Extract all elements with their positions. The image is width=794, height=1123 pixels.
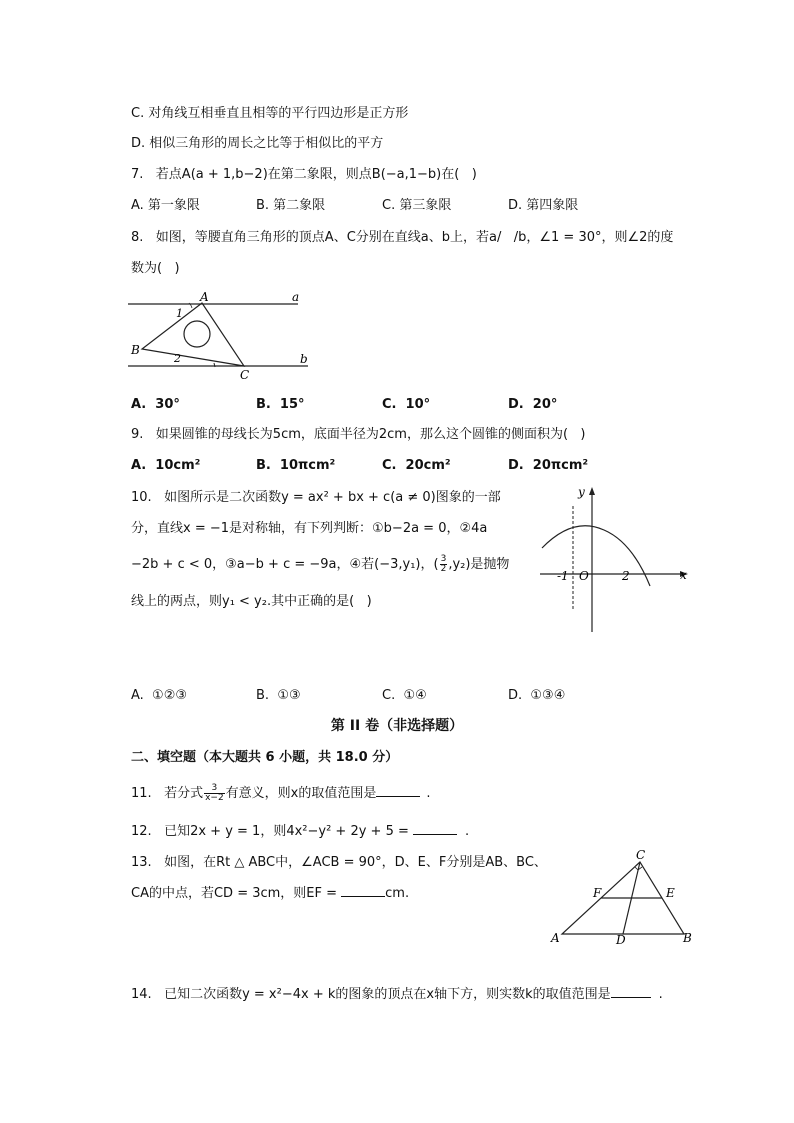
q11-frac-den: x−2 xyxy=(205,793,224,803)
q10-frac-num: 3 xyxy=(440,554,447,564)
q11-answer-blank[interactable] xyxy=(376,784,420,797)
q10-line3-text: −2b + c < 0，③a−b + c = −9a，④若(−3,y₁)，( xyxy=(131,557,439,572)
q8-option-b: B. 15° xyxy=(256,397,305,412)
q8-label-b: b xyxy=(300,352,308,366)
q11-post: 有意义，则x的取值范围是 xyxy=(225,786,377,801)
q11-frac-num: 3 xyxy=(204,784,225,794)
q13-label-C: C xyxy=(636,848,646,862)
q8-stem-line1: 8. 如图，等腰直角三角形的顶点A、C分别在直线a、b上，若a/ /b，∠1 = 30°，则∠2的度 xyxy=(131,230,674,245)
q9-option-c: C. 20cm² xyxy=(382,458,451,473)
q11-fraction xyxy=(204,784,225,803)
q14-pre: 14. 已知二次函数y = x²−4x + k的图象的顶点在x轴下方，则实数k的取值范围是 xyxy=(131,987,611,1002)
q8-label-2: 2 xyxy=(174,352,181,365)
q10-graph xyxy=(536,484,696,636)
q13-answer-blank[interactable] xyxy=(341,884,385,897)
q7-option-a: A. 第一象限 xyxy=(131,198,200,213)
q10-stem-line1: 10. 如图所示是二次函数y = ax² + bx + c(a ≠ 0)图象的一部 xyxy=(131,490,501,505)
q8-label-C: C xyxy=(240,368,250,382)
q8-stem-line2: 数为( ) xyxy=(131,261,180,276)
q10-label-O: O xyxy=(579,569,589,583)
q10-stem-line2: 分，直线x = −1是对称轴，有下列判断：①b−2a = 0，②4a xyxy=(131,521,488,536)
q14-end: . xyxy=(658,987,663,1002)
q10-stem-line4: 线上的两点，则y₁ < y₂.其中正确的是( ) xyxy=(131,594,372,609)
q10-label-y: y xyxy=(578,485,585,499)
q10-label-x: x xyxy=(680,568,687,582)
q13-stem-line1: 13. 如图，在Rt △ ABC中，∠ACB = 90°，D、E、F分别是AB、BC、 xyxy=(131,855,547,870)
q10-label-2: 2 xyxy=(622,569,630,583)
q13-line2-post: cm. xyxy=(385,886,410,901)
q10-line3b-text: ,y₂)是抛物 xyxy=(448,557,510,572)
q10-fraction xyxy=(440,555,448,574)
q8-option-c: C. 10° xyxy=(382,397,431,412)
q10-option-b: B. ①③ xyxy=(256,688,301,703)
q10-option-d: D. ①③④ xyxy=(508,688,566,703)
q14-answer-blank[interactable] xyxy=(611,985,651,998)
q13-line2-pre: CA的中点，若CD = 3cm，则EF = xyxy=(131,886,342,901)
q11-end: . xyxy=(426,786,431,801)
q13-figure xyxy=(548,848,698,948)
q13-label-A: A xyxy=(551,931,560,945)
q14-stem xyxy=(131,985,663,1004)
q11-pre: 11. 若分式 xyxy=(131,786,204,801)
q8-label-1: 1 xyxy=(176,307,183,320)
q13-label-F: F xyxy=(593,886,602,900)
q6-option-c: C. 对角线互相垂直且相等的平行四边形是正方形 xyxy=(131,106,409,121)
q8-option-a: A. 30° xyxy=(131,397,180,412)
part2-title: 第 II 卷（非选择题） xyxy=(330,718,464,734)
q12-stem xyxy=(131,822,469,841)
q10-stem-line3 xyxy=(131,555,509,574)
q7-option-d: D. 第四象限 xyxy=(508,198,579,213)
q9-option-a: A. 10cm² xyxy=(131,458,201,473)
q6-option-d: D. 相似三角形的周长之比等于相似比的平方 xyxy=(131,136,384,151)
q7-option-c: C. 第三象限 xyxy=(382,198,452,213)
q8-label-B: B xyxy=(131,343,140,357)
q11-stem xyxy=(131,784,431,803)
q9-stem: 9. 如果圆锥的母线长为5cm，底面半径为2cm，那么这个圆锥的侧面积为( ) xyxy=(131,427,586,442)
q10-option-a: A. ①②③ xyxy=(131,688,188,703)
q10-option-c: C. ①④ xyxy=(382,688,427,703)
q7-option-b: B. 第二象限 xyxy=(256,198,326,213)
q13-label-B: B xyxy=(683,931,692,945)
q9-option-b: B. 10πcm² xyxy=(256,458,336,473)
q10-label-neg1: -1 xyxy=(557,569,569,583)
q12-answer-blank[interactable] xyxy=(413,822,457,835)
section2-title: 二、填空题（本大题共 6 小题，共 18.0 分） xyxy=(131,750,399,765)
q12-end: . xyxy=(465,824,470,839)
q10-frac-den: 2 xyxy=(440,564,447,574)
q8-label-A: A xyxy=(200,290,209,304)
q13-label-D: D xyxy=(616,933,626,947)
q9-option-d: D. 20πcm² xyxy=(508,458,589,473)
q13-label-E: E xyxy=(666,886,675,900)
q8-option-d: D. 20° xyxy=(508,397,558,412)
q7-stem: 7. 若点A(a + 1,b−2)在第二象限，则点B(−a,1−b)在( ) xyxy=(131,167,477,182)
q8-figure xyxy=(126,286,316,386)
q8-label-a: a xyxy=(292,290,300,304)
q12-pre: 12. 已知2x + y = 1，则4x²−y² + 2y + 5 = xyxy=(131,824,413,839)
q13-stem-line2 xyxy=(131,884,409,903)
